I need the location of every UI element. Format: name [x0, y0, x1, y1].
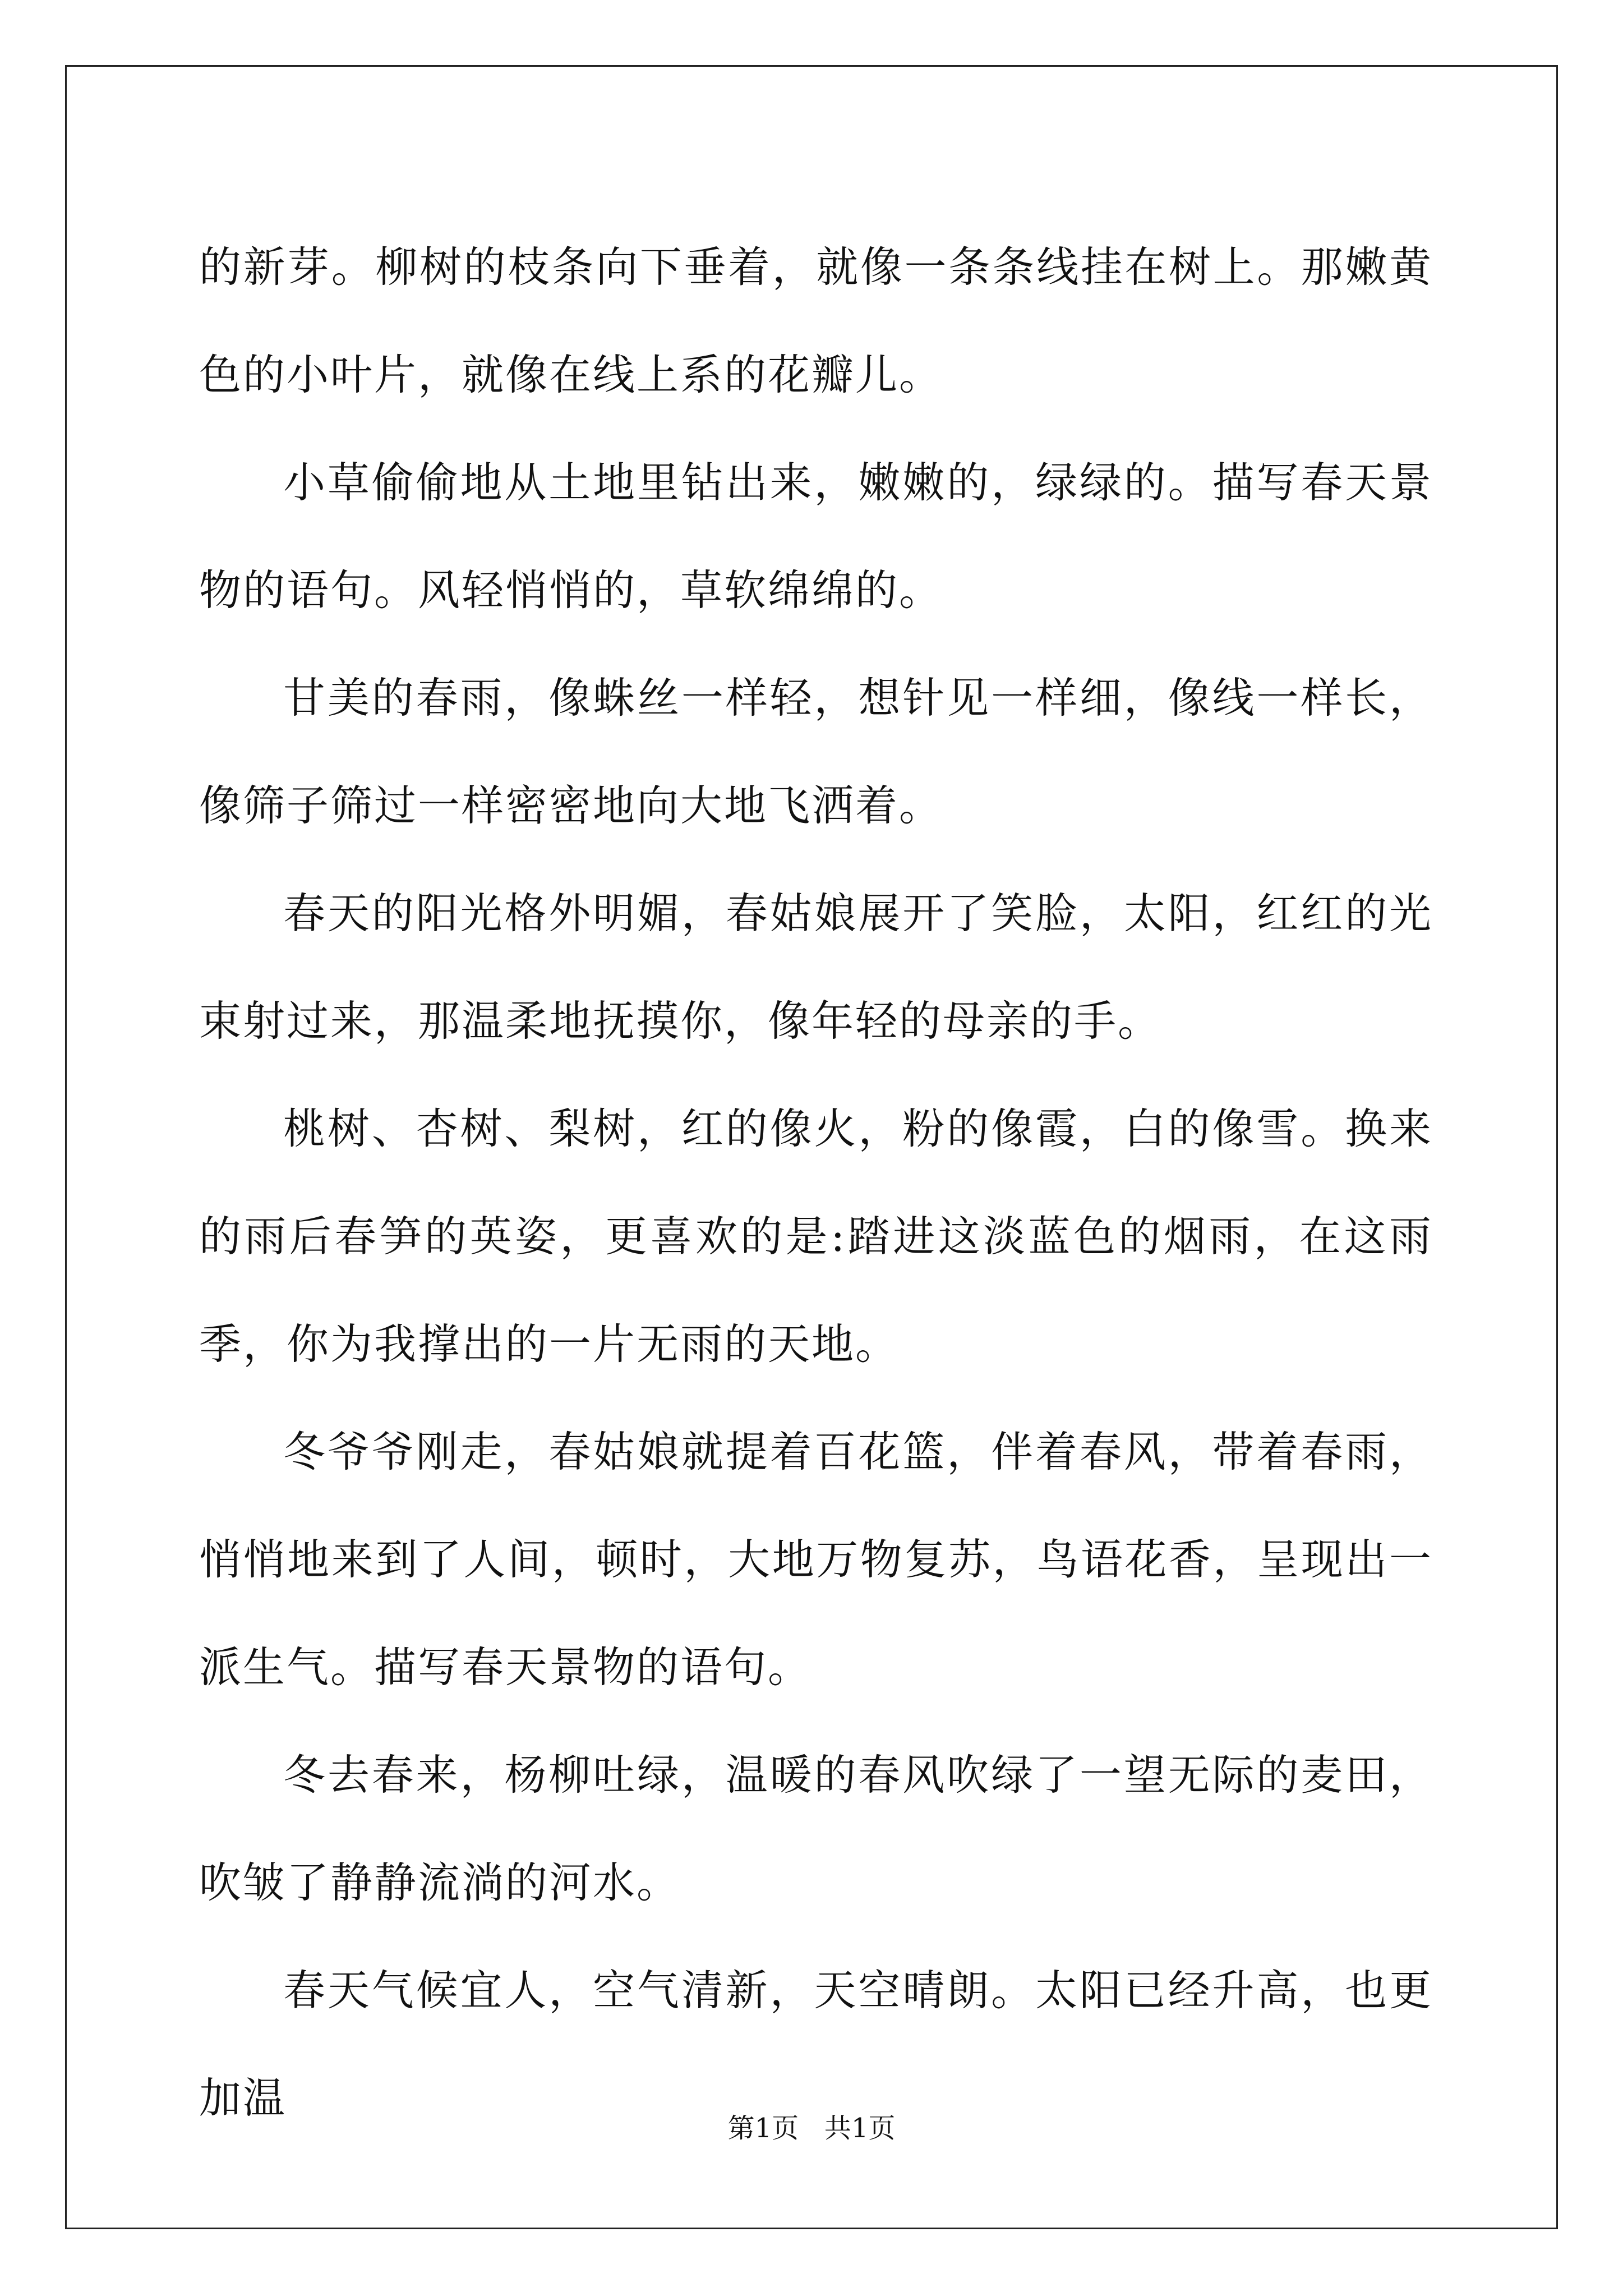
paragraph: 桃树、杏树、梨树，红的像火，粉的像霞，白的像雪。换来的雨后春笋的英姿，更喜欢的是:踏进这淡蓝色的烟雨，在这雨季，你为我撑出的一片无雨的天地。	[199, 1104, 1433, 1369]
document-body	[199, 213, 1433, 2152]
paragraph: 小草偷偷地从土地里钻出来，嫩嫩的，绿绿的。描写春天景物的语句。风轻悄悄的，草软绵绵的。	[199, 458, 1433, 615]
paragraph: 冬爷爷刚走，春姑娘就提着百花篮，伴着春风，带着春雨，悄悄地来到了人间，顿时，大地万物复苏，鸟语花香，呈现出一派生气。描写春天景物的语句。	[199, 1427, 1433, 1692]
paragraph: 甘美的春雨，像蛛丝一样轻，想针见一样细，像线一样长，像筛子筛过一样密密地向大地飞洒着。	[199, 673, 1433, 830]
paragraph: 的新芽。柳树的枝条向下垂着，就像一条条线挂在树上。那嫩黄色的小叶片，就像在线上系的花瓣儿。	[199, 242, 1433, 399]
paragraph: 春天的阳光格外明媚，春姑娘展开了笑脸，太阳，红红的光束射过来，那温柔地抚摸你，像年轻的母亲的手。	[199, 889, 1433, 1046]
paragraph: 冬去春来，杨柳吐绿，温暖的春风吹绿了一望无际的麦田，吹皱了静静流淌的河水。	[199, 1750, 1433, 1907]
paragraph: 春天气候宜人，空气清新，天空晴朗。太阳已经升高，也更加温	[199, 1966, 1433, 2123]
page-footer: 第1页 共1页	[727, 2113, 896, 2144]
